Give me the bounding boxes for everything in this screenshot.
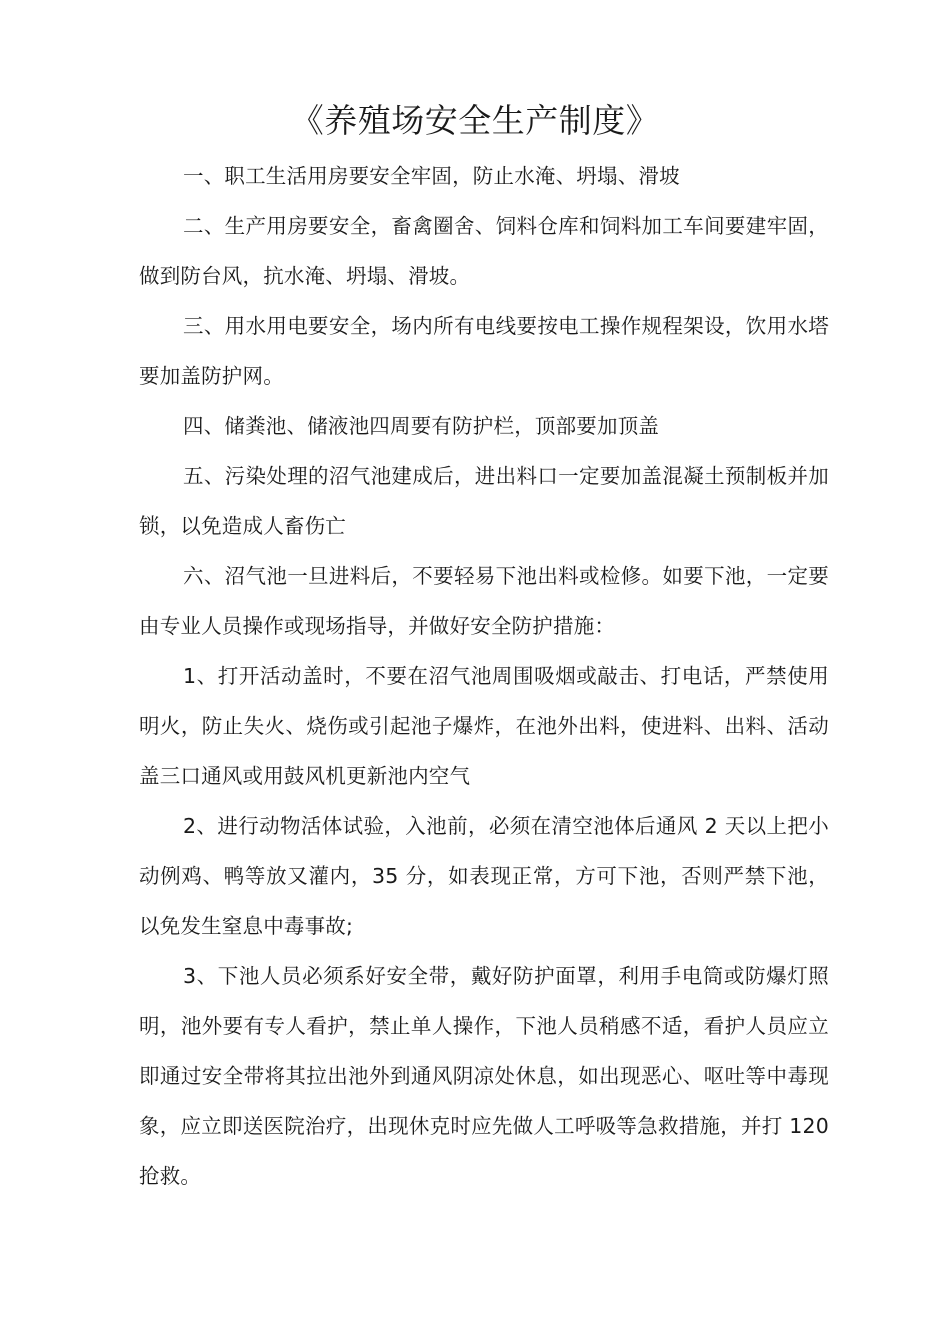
document-title: 《养殖场安全生产制度》 (290, 101, 660, 140)
paragraph-9: 3、下池人员必须系好安全带，戴好防护面罩，利用手电筒或防爆灯照明，池外要有专人看护，禁止单人操作，下池人员稍感不适，看护人员应立即通过安全带将其拉出池外到通风阴凉处休息，如出现恶心、呕吐等中毒现象，应立即送医院治疗，出现休克时应先做人工呼吸等急救措施，并打 120 抢救。 (139, 964, 829, 1188)
paragraph-1: 一、职工生活用房要安全牢固，防止水淹、坍塌、滑坡 (183, 164, 680, 188)
paragraph-7: 1、打开活动盖时，不要在沼气池周围吸烟或敲击、打电话，严禁使用明火，防止失火、烧伤或引起池子爆炸，在池外出料，使进料、出料、活动盖三口通风或用鼓风机更新池内空气 (139, 664, 829, 788)
paragraph-8: 2、进行动物活体试验，入池前，必须在清空池体后通风 2 天以上把小动例鸡、鸭等放又灌内，35 分，如表现正常，方可下池，否则严禁下池，以免发生窒息中毒事故; (139, 814, 829, 938)
paragraph-6: 六、沼气池一旦进料后，不要轻易下池出料或检修。如要下池，一定要由专业人员操作或现场指导，并做好安全防护措施： (139, 564, 829, 638)
paragraph-5: 五、污染处理的沼气池建成后，进出料口一定要加盖混凝土预制板并加锁，以免造成人畜伤亡 (139, 464, 829, 538)
document-body (139, 151, 829, 1201)
paragraph-2: 二、生产用房要安全，畜禽圈舍、饲料仓库和饲料加工车间要建牢固，做到防台风，抗水淹、坍塌、滑坡。 (139, 214, 829, 288)
paragraph-4: 四、储粪池、储液池四周要有防护栏，顶部要加顶盖 (183, 414, 660, 438)
paragraph-3: 三、用水用电要安全，场内所有电线要按电工操作规程架设，饮用水塔要加盖防护网。 (139, 314, 829, 388)
